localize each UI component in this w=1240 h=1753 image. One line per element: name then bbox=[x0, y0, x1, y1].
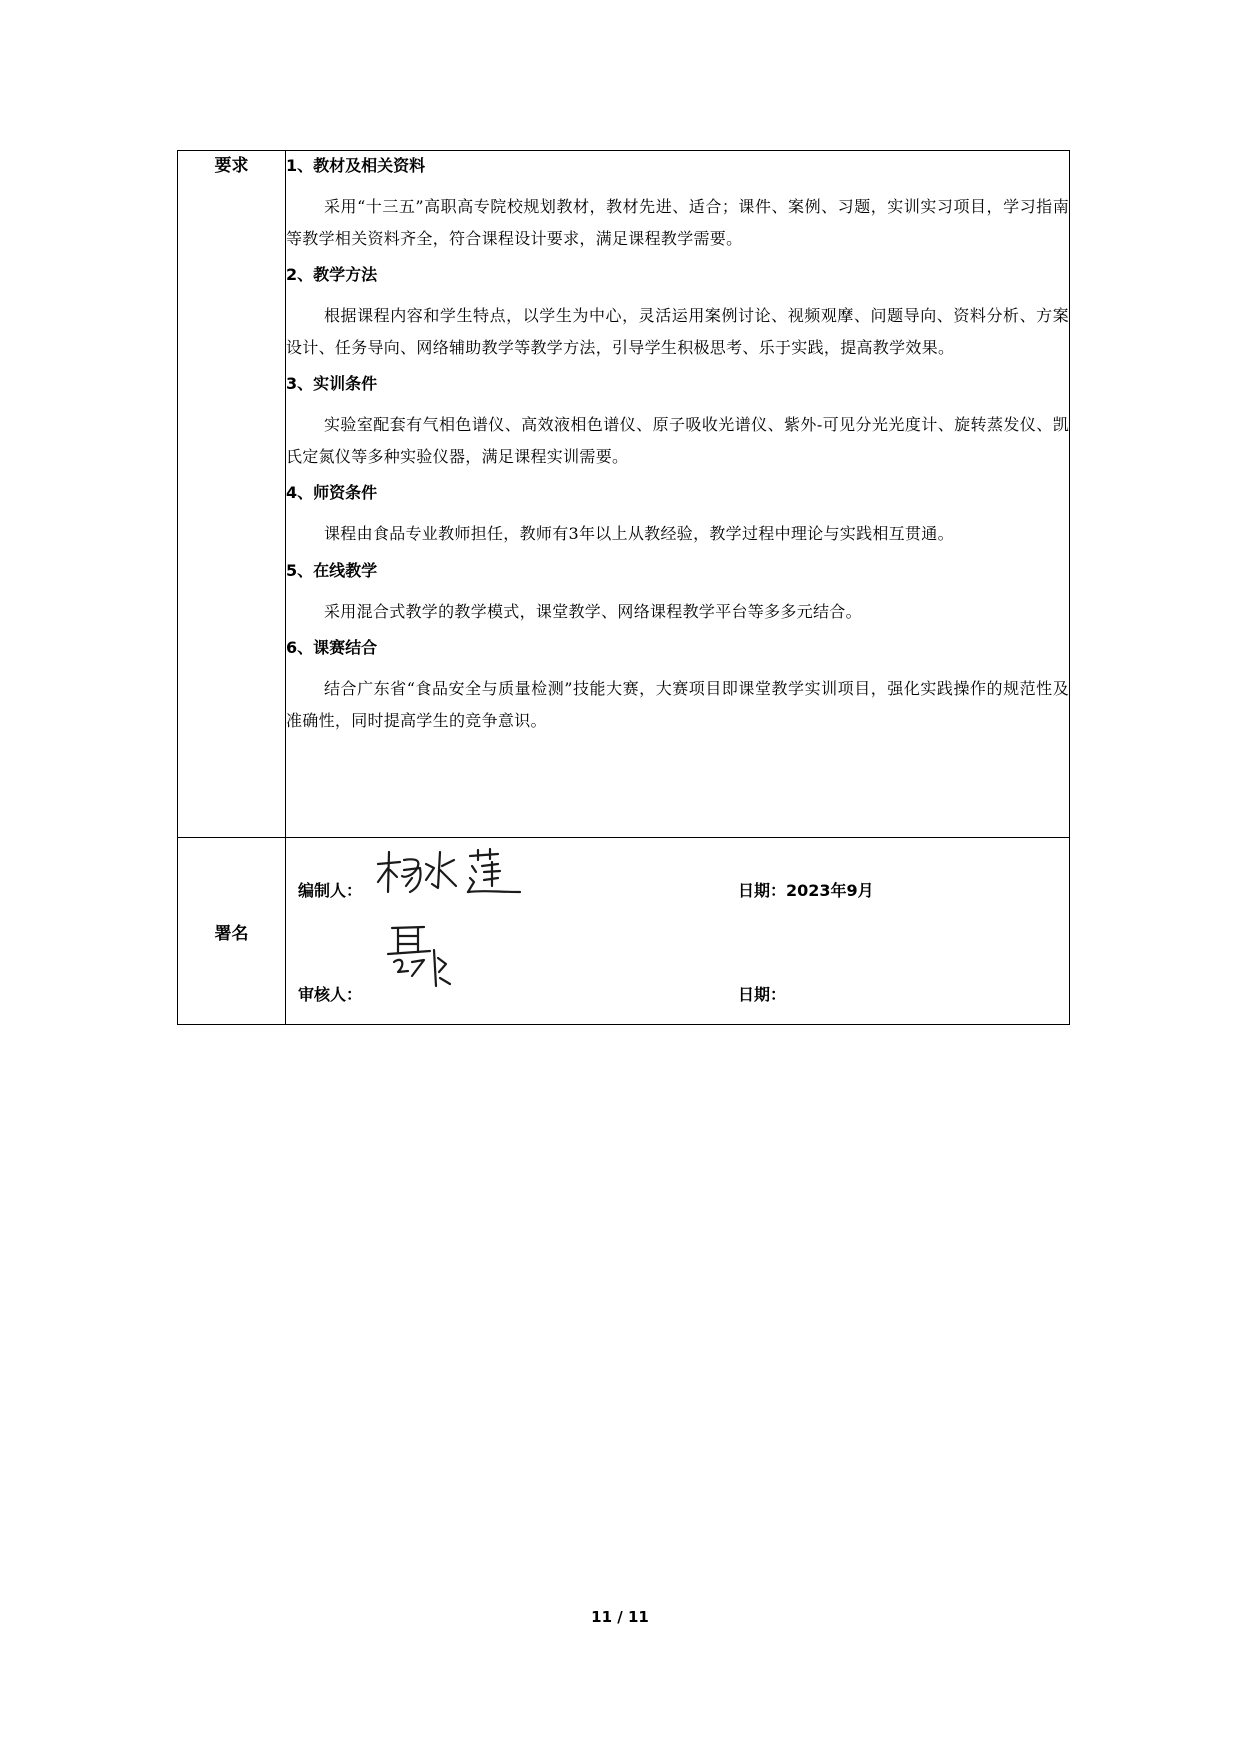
requirements-label: 要求 bbox=[178, 151, 286, 838]
section-body: 实验室配套有气相色谱仪、高效液相色谱仪、原子吸收光谱仪、紫外-可见分光光度计、旋转蒸发仪、凯氏定氮仪等多种实验仪器，满足课程实训需要。 bbox=[286, 415, 1069, 466]
section-5 bbox=[286, 560, 1069, 628]
section-heading: 2、教学方法 bbox=[286, 265, 378, 284]
section-body: 结合广东省“食品安全与质量检测”技能大赛，大赛项目即课堂教学实训项目，强化实践操作的规范性及准确性，同时提高学生的竞争意识。 bbox=[286, 679, 1069, 730]
signature-row bbox=[178, 838, 1070, 1025]
date-label-2: 日期： bbox=[738, 985, 787, 1004]
section-body: 采用“十三五”高职高专院校规划教材，教材先进、适合；课件、案例、习题，实训实习项目，学习指南等教学相关资料齐全，符合课程设计要求，满足课程教学需要。 bbox=[286, 197, 1069, 248]
requirements-row bbox=[178, 151, 1070, 838]
section-heading: 6、课赛结合 bbox=[286, 638, 378, 657]
signature-content bbox=[286, 838, 1070, 1025]
date-label-1: 日期：2023年9月 bbox=[738, 881, 874, 900]
requirements-table bbox=[177, 150, 1070, 1025]
section-body: 根据课程内容和学生特点，以学生为中心，灵活运用案例讨论、视频观摩、问题导向、资料分析、方案设计、任务导向、网络辅助教学等教学方法，引导学生积极思考、乐于实践，提高教学效果。 bbox=[286, 306, 1069, 357]
section-heading: 1、教材及相关资料 bbox=[286, 156, 426, 175]
section-2 bbox=[286, 264, 1069, 363]
section-heading: 4、师资条件 bbox=[286, 483, 378, 502]
section-6 bbox=[286, 637, 1069, 736]
reviewer-signature bbox=[384, 920, 454, 992]
compiler-signature bbox=[374, 846, 524, 898]
section-4 bbox=[286, 482, 1069, 550]
page-number: 11 / 11 bbox=[591, 1608, 649, 1626]
compiler-label: 编制人： bbox=[298, 881, 363, 900]
section-1 bbox=[286, 155, 1069, 254]
section-3 bbox=[286, 373, 1069, 472]
section-heading: 5、在线教学 bbox=[286, 560, 378, 580]
requirements-content bbox=[286, 151, 1070, 838]
section-body: 采用混合式教学的教学模式，课堂教学、网络课程教学平台等多多元结合。 bbox=[324, 601, 862, 621]
section-heading: 3、实训条件 bbox=[286, 374, 378, 393]
signature-label: 署名 bbox=[178, 838, 286, 1025]
section-body: 课程由食品专业教师担任，教师有3年以上从教经验，教学过程中理论与实践相互贯通。 bbox=[324, 524, 954, 543]
reviewer-label: 审核人： bbox=[298, 985, 363, 1004]
